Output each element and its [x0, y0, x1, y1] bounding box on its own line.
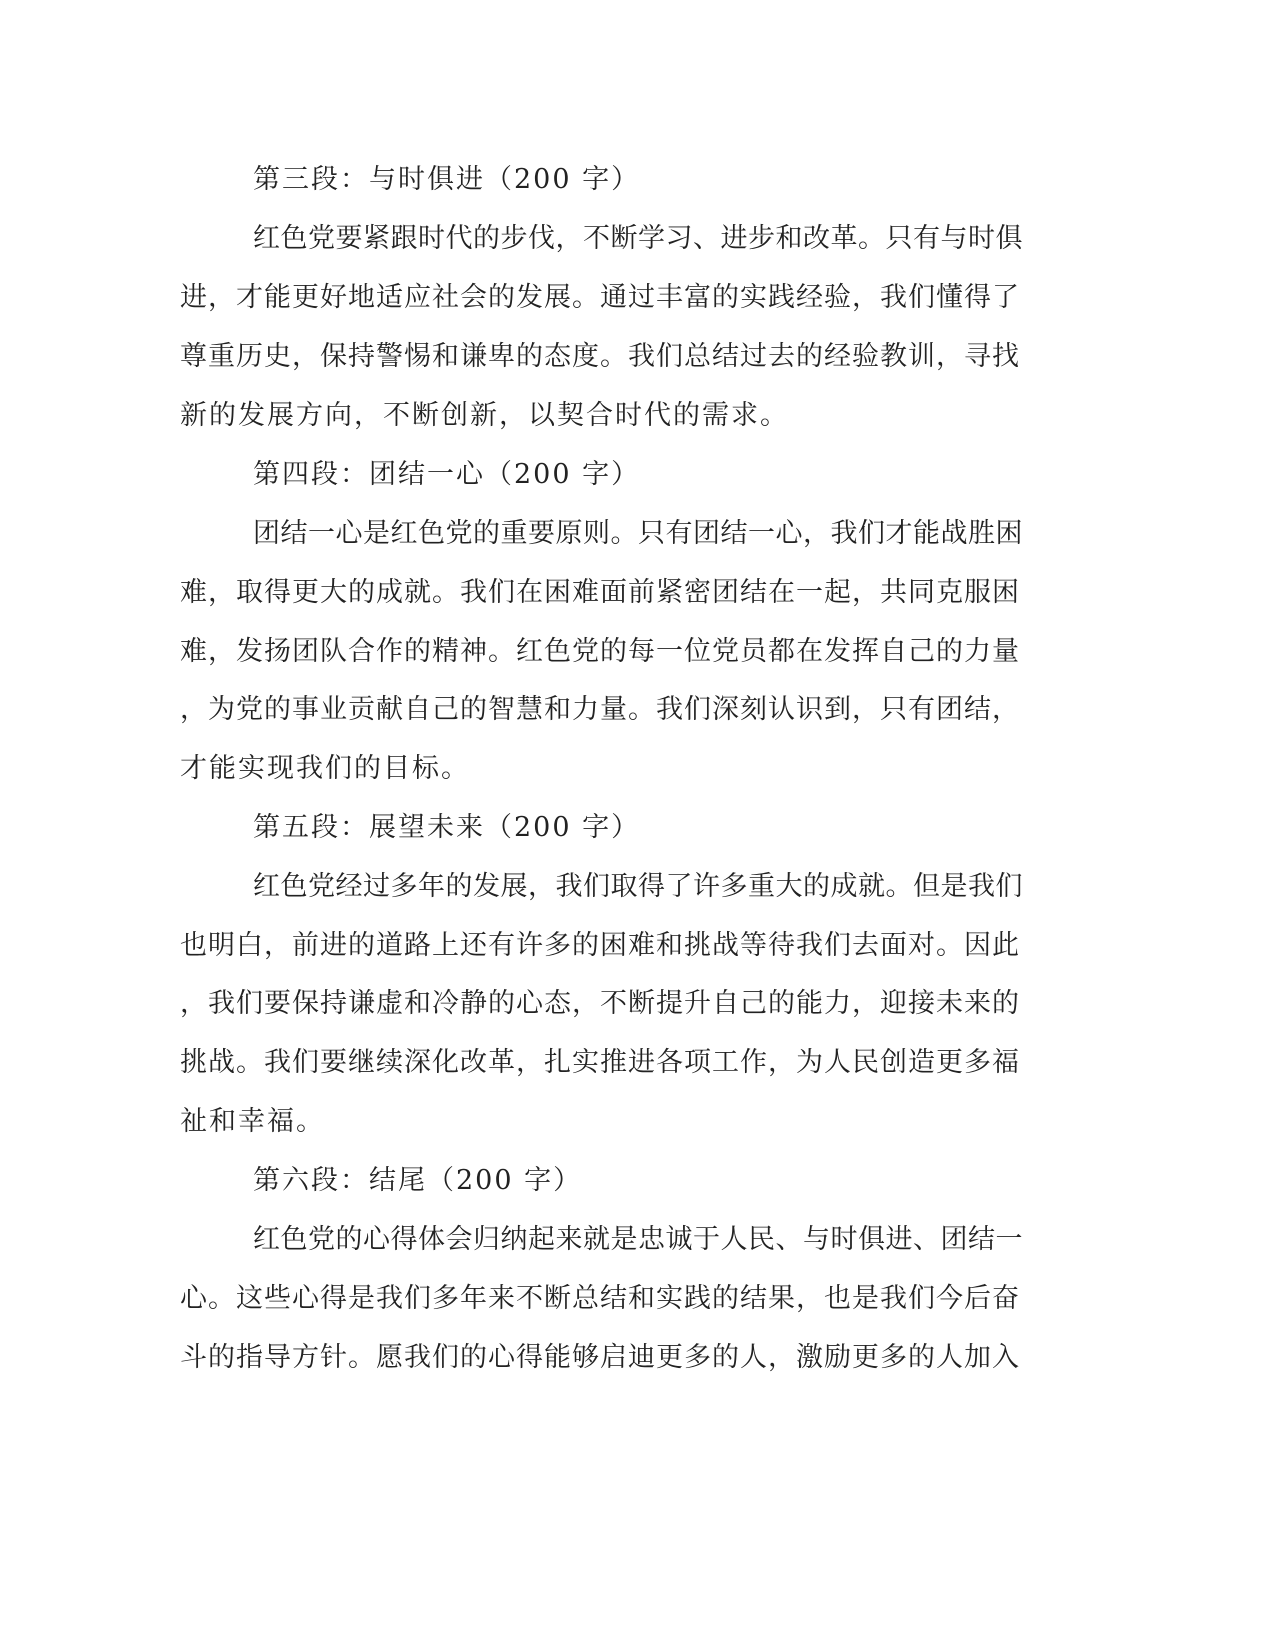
paragraph-line: ，为党的事业贡献自己的智慧和力量。我们深刻认识到，只有团结， [180, 694, 1020, 725]
paragraph-line: 新的发展方向，不断创新，以契合时代的需求。 [180, 400, 789, 431]
paragraph-line: 挑战。我们要继续深化改革，扎实推进各项工作，为人民创造更多福 [180, 1047, 1020, 1078]
section-heading: 第五段：展望未来（200 字） [253, 812, 641, 843]
paragraph-line: 祉和幸福。 [180, 1106, 325, 1137]
paragraph-line: 才能实现我们的目标。 [180, 753, 470, 784]
paragraph-line: 团结一心是红色党的重要原则。只有团结一心，我们才能战胜困 [253, 518, 1023, 549]
paragraph-line: 进，才能更好地适应社会的发展。通过丰富的实践经验，我们懂得了 [180, 282, 1020, 313]
paragraph-line: 斗的指导方针。愿我们的心得能够启迪更多的人，激励更多的人加入 [180, 1342, 1020, 1373]
paragraph-line: 尊重历史，保持警惕和谦卑的态度。我们总结过去的经验教训，寻找 [180, 341, 1020, 372]
paragraph-line: 难，取得更大的成就。我们在困难面前紧密团结在一起，共同克服困 [180, 577, 1020, 608]
section-heading: 第四段：团结一心（200 字） [253, 459, 641, 490]
paragraph-line: 红色党经过多年的发展，我们取得了许多重大的成就。但是我们 [253, 871, 1023, 902]
paragraph-line: 难，发扬团队合作的精神。红色党的每一位党员都在发挥自己的力量 [180, 636, 1020, 667]
section-heading: 第三段：与时俱进（200 字） [253, 164, 641, 195]
paragraph-line: 也明白，前进的道路上还有许多的困难和挑战等待我们去面对。因此 [180, 930, 1020, 961]
paragraph-line: 红色党的心得体会归纳起来就是忠诚于人民、与时俱进、团结一 [253, 1224, 1023, 1255]
paragraph-line: 心。这些心得是我们多年来不断总结和实践的结果，也是我们今后奋 [180, 1283, 1020, 1314]
paragraph-line: 红色党要紧跟时代的步伐，不断学习、进步和改革。只有与时俱 [253, 223, 1023, 254]
section-heading: 第六段：结尾（200 字） [253, 1165, 583, 1196]
paragraph-line: ，我们要保持谦虚和冷静的心态，不断提升自己的能力，迎接未来的 [180, 988, 1020, 1019]
